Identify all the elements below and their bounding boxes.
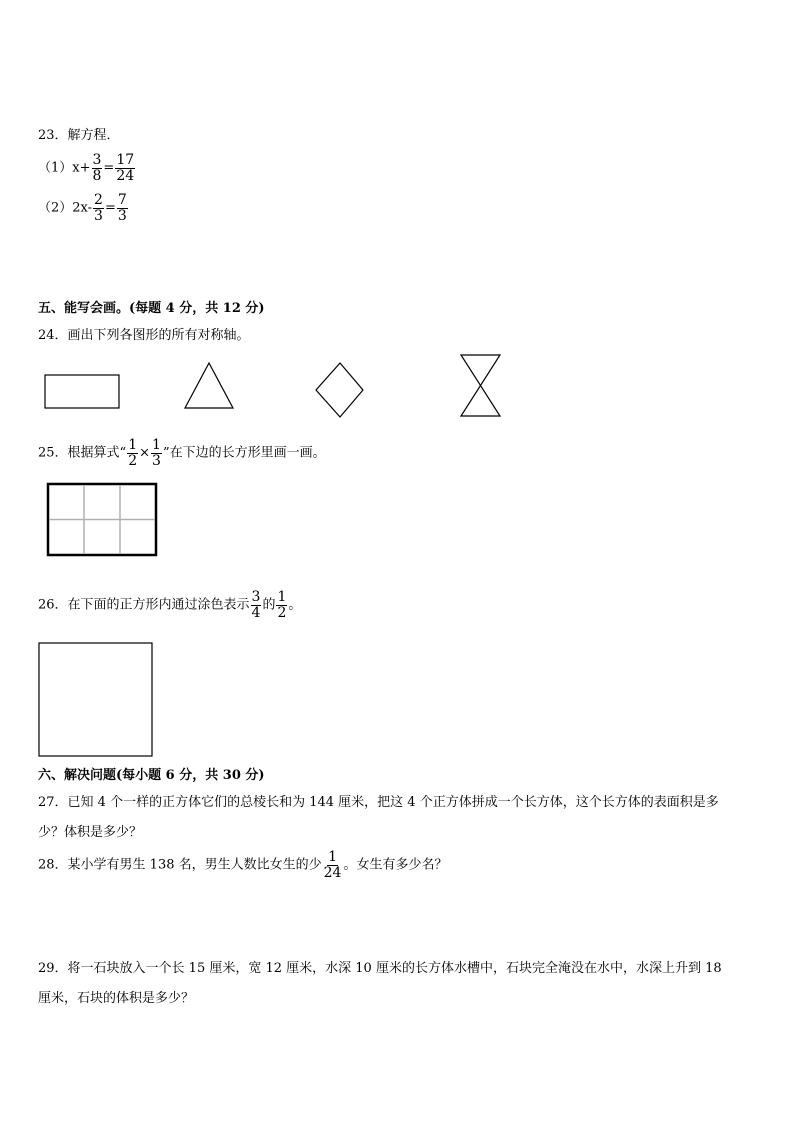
q23-eq1-equals: = [103,160,115,176]
q29-line-1: 29．将一石块放入一个长 15 厘米，宽 12 厘米，水深 10 厘米的长方体水槽中，石块完全淹没在水中，水深上升到 18 [38,961,722,976]
q23-eq1-rhs-num: 17 [116,152,135,168]
q25-fraction-2 [151,438,162,468]
q23-eq2-frac-den: 3 [94,207,103,224]
q26-f1-num: 3 [251,589,261,605]
q26-text [38,590,301,620]
q23-eq2-frac-num: 2 [94,192,103,208]
q23-eq1-rhs-fraction [115,153,135,183]
q23-eq2-rhs-num: 7 [117,192,127,208]
q27-line-1: 27．已知 4 个一样的正方体它们的总棱长和为 144 厘米，把这 4 个正方体拼成一个长方体，这个长方体的表面积是多 [38,795,719,810]
section-6-heading: 六、解决问题(每小题 6 分，共 30 分) [38,768,265,783]
q26-f2-den: 2 [277,604,287,621]
q25-grid-rectangle [46,482,158,558]
q25-prefix: 25．根据算式“ [38,445,127,461]
q23-eq1-rhs-den: 24 [116,167,135,184]
q25-fraction-1 [127,438,138,468]
q28-f-den: 24 [323,864,342,881]
q26-f1-den: 4 [251,604,261,621]
q25-f2-den: 3 [152,452,161,469]
q23-title: 23．解方程． [38,128,120,143]
section-5-heading: 五、能写会画。(每题 4 分，共 12 分) [38,301,265,316]
q28-text [38,850,447,880]
q23-equation-2 [38,193,129,223]
q26-square-shape [38,642,154,758]
q23-eq2-label: （2）2x- [38,200,93,216]
q27-line-2: 少？体积是多少？ [38,825,143,840]
q26-f2-num: 1 [277,589,287,605]
q25-suffix: ”在下边的长方形里画一画。 [162,445,326,461]
q23-eq1-label: （1）x+ [38,160,91,176]
q28-prefix: 28．某小学有男生 138 名，男生人数比女生的少 [38,857,322,873]
q23-eq2-equals: = [104,200,116,216]
q26-mid: 的 [262,597,276,613]
q23-eq2-rhs-fraction [117,193,128,223]
q23-eq1-frac-num: 3 [92,152,102,168]
q24-rhombus-shape [314,361,366,419]
q26-fraction-1 [251,590,262,620]
q28-fraction [323,850,343,880]
q29-line-2: 厘米，石块的体积是多少？ [38,991,195,1006]
q25-f1-den: 2 [128,452,138,469]
q24-text: 24．画出下列各图形的所有对称轴。 [38,328,250,343]
q24-hourglass-shape [458,353,504,419]
q28-f-num: 1 [328,849,337,865]
q25-f1-num: 1 [128,437,138,453]
q24-triangle-shape [183,361,237,411]
q23-eq1-frac-den: 8 [92,167,102,184]
q25-f2-num: 1 [152,437,161,453]
q26-fraction-2 [276,590,287,620]
q23-eq2-rhs-den: 3 [117,207,127,224]
q23-eq2-fraction [93,193,104,223]
q25-text [38,438,326,468]
q23-eq1-fraction [92,153,103,183]
q28-suffix: 。女生有多少名？ [343,857,448,873]
q26-prefix: 26．在下面的正方形内通过涂色表示 [38,597,250,613]
q24-rectangle-shape [44,374,122,410]
q23-equation-1 [38,153,136,183]
q26-suffix: 。 [288,597,302,613]
q25-times-sign: × [139,445,151,461]
